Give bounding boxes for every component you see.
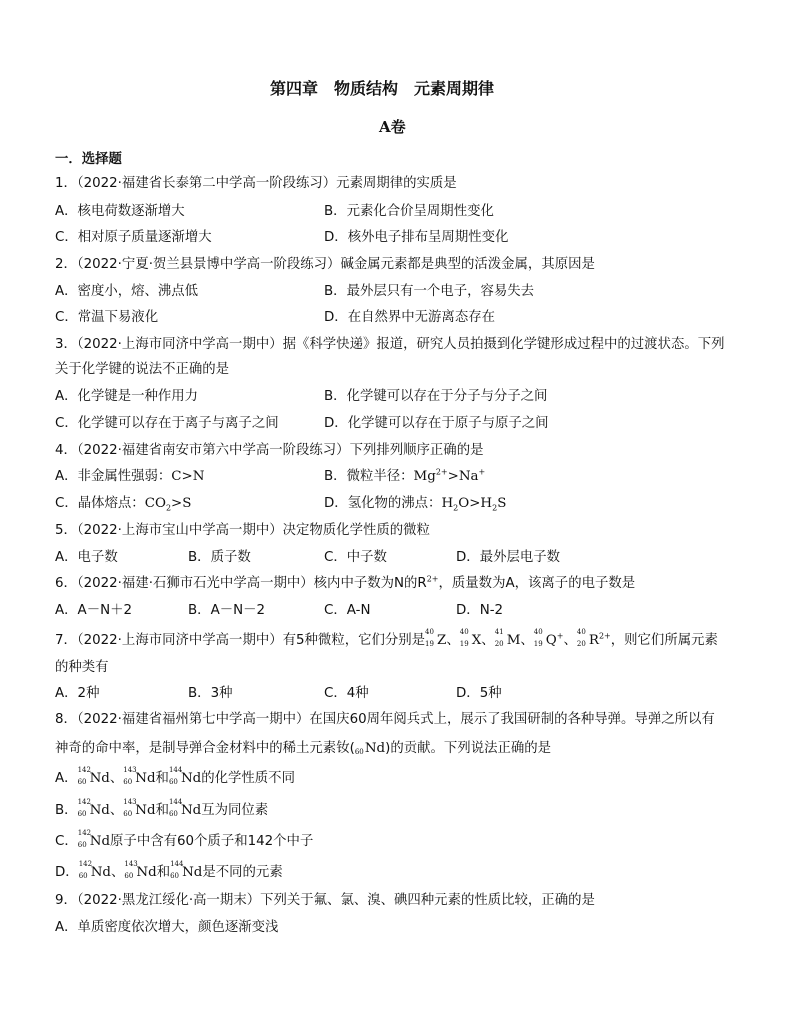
nuclide-nd: 60 bbox=[354, 748, 364, 756]
nuclide-nd142: 142 60 bbox=[78, 860, 93, 880]
q7-option-c[interactable]: C．4种 bbox=[324, 686, 369, 701]
q3-stem-line2: 关于化学键的说法不正确的是 bbox=[55, 362, 230, 377]
nuclide-nd142: 142 60 bbox=[77, 798, 91, 818]
q8-stem-line2: 神奇的命中率，是制导弹合金材料中的稀土元素钕( 60 Nd)的贡献。下列说法正确的是 bbox=[55, 738, 551, 758]
q1-stem: 1．（2022·福建省长泰第二中学高一阶段练习）元素周期律的实质是 bbox=[55, 176, 457, 191]
nuclide-x: 40 19 bbox=[459, 628, 469, 648]
nuclide-nd144: 144 60 bbox=[170, 860, 184, 880]
q8-option-b[interactable]: B． 142 60 Nd、 143 60 Nd和 144 60 Nd互为同位素 bbox=[55, 798, 269, 818]
q8-stem-line1: 8．（2022·福建省福州第七中学高一期中）在国庆60周年阅兵式上，展示了我国研制的各种导弹。导弹之所以有 bbox=[55, 712, 715, 727]
nuclide-m: 41 20 bbox=[494, 628, 504, 648]
q5-option-a[interactable]: A．电子数 bbox=[55, 550, 118, 565]
nuclide-z: 40 19 bbox=[425, 628, 434, 648]
q7-stem-line2: 的种类有 bbox=[55, 660, 109, 675]
q3-option-a[interactable]: A．化学键是一种作用力 bbox=[55, 389, 199, 404]
q8-option-d[interactable]: D． 142 60 Nd、 143 60 Nd和 144 60 Nd是不同的元素 bbox=[55, 860, 283, 880]
q7-option-b[interactable]: B．3种 bbox=[188, 686, 233, 701]
q2-option-c[interactable]: C．常温下易液化 bbox=[55, 310, 159, 325]
q5-option-d[interactable]: D．最外层电子数 bbox=[456, 550, 561, 565]
nuclide-nd144: 144 60 bbox=[168, 766, 183, 786]
q3-stem-line1: 3．（2022·上海市同济中学高一期中）据《科学快递》报道，研究人员拍摄到化学键形成过程中的过渡状态。下列 bbox=[55, 337, 725, 352]
q2-option-a[interactable]: A．密度小，熔、沸点低 bbox=[55, 284, 199, 299]
q1-option-b[interactable]: B．元素化合价呈周期性变化 bbox=[324, 204, 494, 219]
nuclide-nd143: 143 60 bbox=[123, 798, 137, 818]
q9-option-a[interactable]: A．单质密度依次增大，颜色逐渐变浅 bbox=[55, 920, 279, 935]
q4-stem: 4．（2022·福建省南安市第六中学高一阶段练习）下列排列顺序正确的是 bbox=[55, 443, 484, 458]
q2-option-b[interactable]: B．最外层只有一个电子，容易失去 bbox=[324, 284, 535, 299]
q2-option-d[interactable]: D．在自然界中无游离态存在 bbox=[324, 310, 495, 325]
nuclide-nd143: 143 60 bbox=[123, 766, 137, 786]
q6-option-d[interactable]: D．N-2 bbox=[456, 603, 504, 618]
q7-option-a[interactable]: A．2种 bbox=[55, 686, 100, 701]
q8-option-a[interactable]: A． 142 60 Nd、 143 60 Nd和 144 60 Nd的化学性质不同 bbox=[55, 766, 295, 786]
q4-option-b[interactable]: B．微粒半径：$Mg^{2+}>Na^+$ bbox=[324, 467, 486, 484]
section-heading: 一．选择题 bbox=[55, 152, 122, 167]
q3-option-d[interactable]: D．化学键可以存在于原子与原子之间 bbox=[324, 416, 549, 431]
nuclide-nd143: 143 60 bbox=[124, 860, 138, 880]
q6-stem: 6．（2022·福建·石狮市石光中学高一期中）核内中子数为N的$R^{2+}$，质量数为A，该离子的电子数是 bbox=[55, 574, 636, 591]
q7-stem-line1: 7．（2022·上海市同济中学高一期中）有5种微粒，它们分别是 40 19 Z、 40 19 X、 41 20 M、 40 19 Q+、 40 20 $R^{2+}$，则它们所属元素 bbox=[55, 628, 718, 648]
volume-label: A卷 bbox=[379, 118, 406, 136]
q5-option-b[interactable]: B．质子数 bbox=[188, 550, 251, 565]
q5-stem: 5．（2022·上海市宝山中学高一期中）决定物质化学性质的微粒 bbox=[55, 523, 430, 538]
q3-option-b[interactable]: B．化学键可以存在于分子与分子之间 bbox=[324, 389, 548, 404]
q3-option-c[interactable]: C．化学键可以存在于离子与离子之间 bbox=[55, 416, 279, 431]
q1-option-a[interactable]: A．核电荷数逐渐增大 bbox=[55, 204, 185, 219]
q1-option-c[interactable]: C．相对原子质量逐渐增大 bbox=[55, 230, 212, 245]
chapter-title: 第四章 物质结构 元素周期律 bbox=[270, 79, 495, 98]
nuclide-r: 40 20 bbox=[576, 628, 586, 648]
q4-option-c[interactable]: C．晶体熔点：$CO_2>S$ bbox=[55, 496, 192, 513]
q2-stem: 2．（2022·宁夏·贺兰县景博中学高一阶段练习）碱金属元素都是典型的活泼金属，其原因是 bbox=[55, 257, 595, 272]
nuclide-list: 40 19 Z、 40 19 X、 41 20 M、 40 19 Q+、 40 20 $R^{2+}$ bbox=[425, 628, 611, 648]
q9-stem: 9．（2022·黑龙江绥化·高一期末）下列关于氟、氯、溴、碘四种元素的性质比较，正确的是 bbox=[55, 893, 595, 908]
q1-option-d[interactable]: D．核外电子排布呈周期性变化 bbox=[324, 230, 509, 245]
q5-option-c[interactable]: C．中子数 bbox=[324, 550, 387, 565]
q6-option-b[interactable]: B．A－N－2 bbox=[188, 603, 266, 618]
q8-option-c[interactable]: C． 142 60 Nd原子中含有60个质子和142个中子 bbox=[55, 829, 314, 849]
q4-option-a[interactable]: A．非金属性强弱：C>N bbox=[55, 469, 205, 484]
q6-option-a[interactable]: A．A－N＋2 bbox=[55, 603, 133, 618]
nuclide-q: 40 19 bbox=[533, 628, 543, 648]
q6-option-c[interactable]: C．A-N bbox=[324, 603, 371, 618]
nuclide-nd144: 144 60 bbox=[168, 798, 183, 818]
nuclide-nd142: 142 60 bbox=[77, 829, 92, 849]
nuclide-nd142: 142 60 bbox=[77, 766, 91, 786]
q4-option-d[interactable]: D．氢化物的沸点：$H_2O>H_2S$ bbox=[324, 496, 507, 513]
q7-option-d[interactable]: D．5种 bbox=[456, 686, 502, 701]
